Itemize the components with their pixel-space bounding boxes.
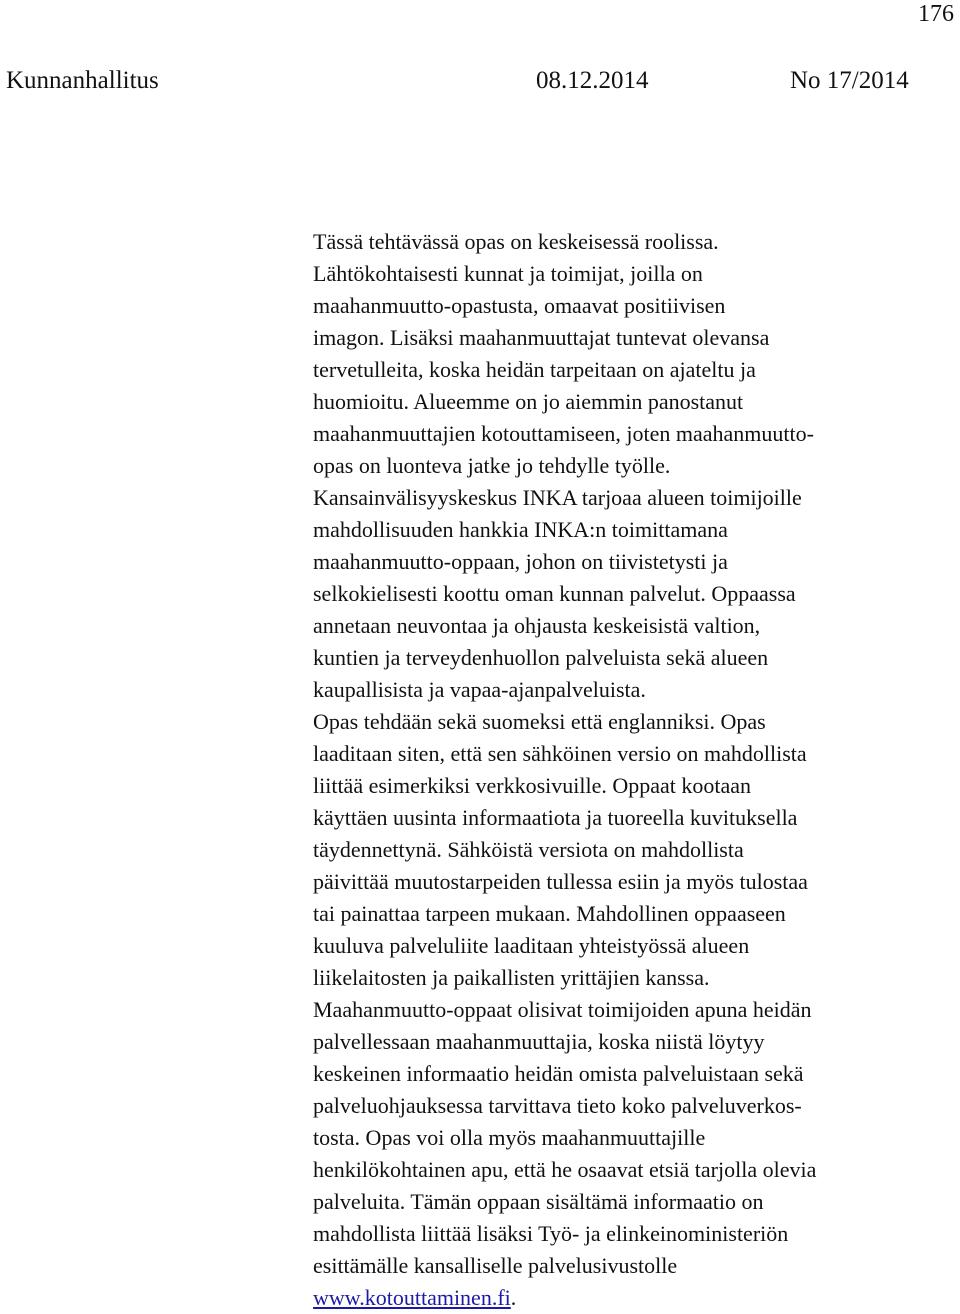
text-line: Lähtökohtaisesti kunnat ja toimijat, joilla on [313,261,703,286]
text-line: Tässä tehtävässä opas on keskeisessä roolissa. [313,229,719,254]
text-line: imagon. Lisäksi maahanmuuttajat tuntevat olevansa [313,325,770,350]
body-paragraph [313,226,953,1314]
text-line: maahanmuuttajien kotouttamiseen, joten maahanmuutto- [313,421,814,446]
text-line: maahanmuutto-oppaan, johon on tiivistetysti ja [313,549,728,574]
final-period: . [510,1285,517,1310]
text-line: laaditaan siten, että sen sähköinen versio on mahdollista [313,741,807,766]
text-line: liikelaitosten ja paikallisten yrittäjien kanssa. [313,965,710,990]
text-line: palveluohjauksessa tarvittava tieto koko palveluverkos- [313,1093,802,1118]
text-line: selkokielisesti koottu oman kunnan palvelut. Oppaassa [313,581,796,606]
header-meeting-number: No 17/2014 [790,67,909,94]
text-line: tai painattaa tarpeen mukaan. Mahdollinen oppaaseen [313,901,786,926]
text-line: opas on luonteva jatke jo tehdylle työlle. [313,453,671,478]
text-line-final [313,1282,953,1314]
document-header [0,64,960,98]
text-line: mahdollista liittää lisäksi Työ- ja elinkeinoministeriön [313,1221,789,1246]
text-line: Kansainvälisyyskeskus INKA tarjoaa alueen toimijoille [313,485,802,510]
text-line: henkilökohtainen apu, että he osaavat etsiä tarjolla olevia [313,1157,817,1182]
text-line: huomioitu. Alueemme on jo aiemmin panostanut [313,389,744,414]
text-line: Maahanmuutto-oppaat olisivat toimijoiden apuna heidän [313,997,812,1022]
text-line: Opas tehdään sekä suomeksi että englanniksi. Opas [313,709,766,734]
text-line: päivittää muutostarpeiden tullessa esiin ja myös tulostaa [313,869,808,894]
text-line: liittää esimerkiksi verkkosivuille. Oppaat kootaan [313,773,752,798]
header-organization: Kunnanhallitus [6,67,159,94]
text-line: kuuluva palveluliite laaditaan yhteistyössä alueen [313,933,750,958]
text-line: keskeinen informaatio heidän omista palveluistaan sekä [313,1061,804,1086]
kotouttaminen-link[interactable]: www.kotouttaminen.fi [313,1285,511,1310]
text-line: kaupallisista ja vapaa-ajanpalveluista. [313,677,646,702]
text-line: tosta. Opas voi olla myös maahanmuuttajille [313,1125,706,1150]
text-line: esittämälle kansalliselle palvelusivustolle [313,1253,678,1278]
text-line: käyttäen uusinta informaatiota ja tuoreella kuvituksella [313,805,798,830]
text-line: kuntien ja terveydenhuollon palveluista sekä alueen [313,645,769,670]
text-line: annetaan neuvontaa ja ohjausta keskeisistä valtion, [313,613,761,638]
text-line: palvellessaan maahanmuuttajia, koska niistä löytyy [313,1029,765,1054]
page-number: 176 [918,1,954,27]
header-date: 08.12.2014 [536,67,649,94]
text-line: mahdollisuuden hankkia INKA:n toimittamana [313,517,728,542]
text-line: palveluita. Tämän oppaan sisältämä informaatio on [313,1189,764,1214]
text-line: maahanmuutto-opastusta, omaavat positiivisen [313,293,726,318]
text-line: täydennettynä. Sähköistä versiota on mahdollista [313,837,744,862]
text-line: tervetulleita, koska heidän tarpeitaan on ajateltu ja [313,357,756,382]
